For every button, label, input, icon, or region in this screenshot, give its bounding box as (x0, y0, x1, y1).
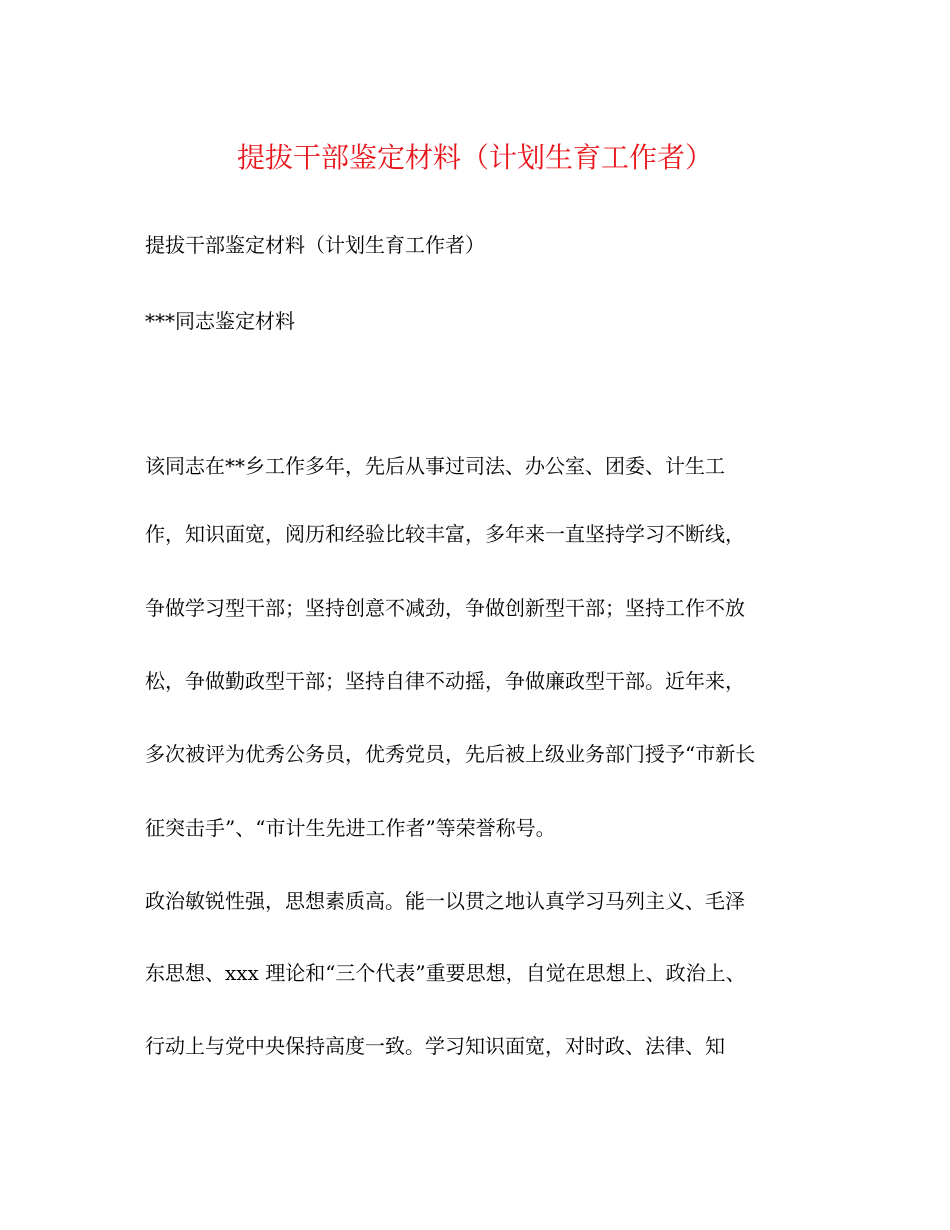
paragraph-2-line: 政治敏锐性强，思想素质高。能一以贯之地认真学习马列主义、毛泽 (145, 889, 745, 913)
paragraph-2-line: 东思想、xxx 理论和“三个代表”重要思想，自觉在思想上、政治上、 (145, 961, 746, 985)
paragraph-2-line: 行动上与党中央保持高度一致。学习知识面宽，对时政、法律、知 (145, 1034, 725, 1058)
document-heading: ***同志鉴定材料 (145, 309, 295, 333)
document-title: 提拔干部鉴定材料（计划生育工作者） (236, 141, 713, 174)
document-subtitle: 提拔干部鉴定材料（计划生育工作者） (145, 233, 485, 257)
paragraph-1-line: 争做学习型干部；坚持创意不减劲，争做创新型干部；坚持工作不放 (145, 596, 745, 620)
paragraph-1-line: 松，争做勤政型干部；坚持自律不动摇，争做廉政型干部。近年来， (145, 669, 745, 693)
paragraph-1-line: 征突击手”、“市计生先进工作者”等荣誉称号。 (145, 816, 556, 840)
paragraph-1-line: 作，知识面宽，阅历和经验比较丰富，多年来一直坚持学习不断线， (145, 522, 745, 546)
paragraph-1-line: 该同志在**乡工作多年，先后从事过司法、办公室、团委、计生工 (145, 454, 725, 478)
paragraph-1-line: 多次被评为优秀公务员，优秀党员，先后被上级业务部门授予“市新长 (145, 742, 756, 766)
